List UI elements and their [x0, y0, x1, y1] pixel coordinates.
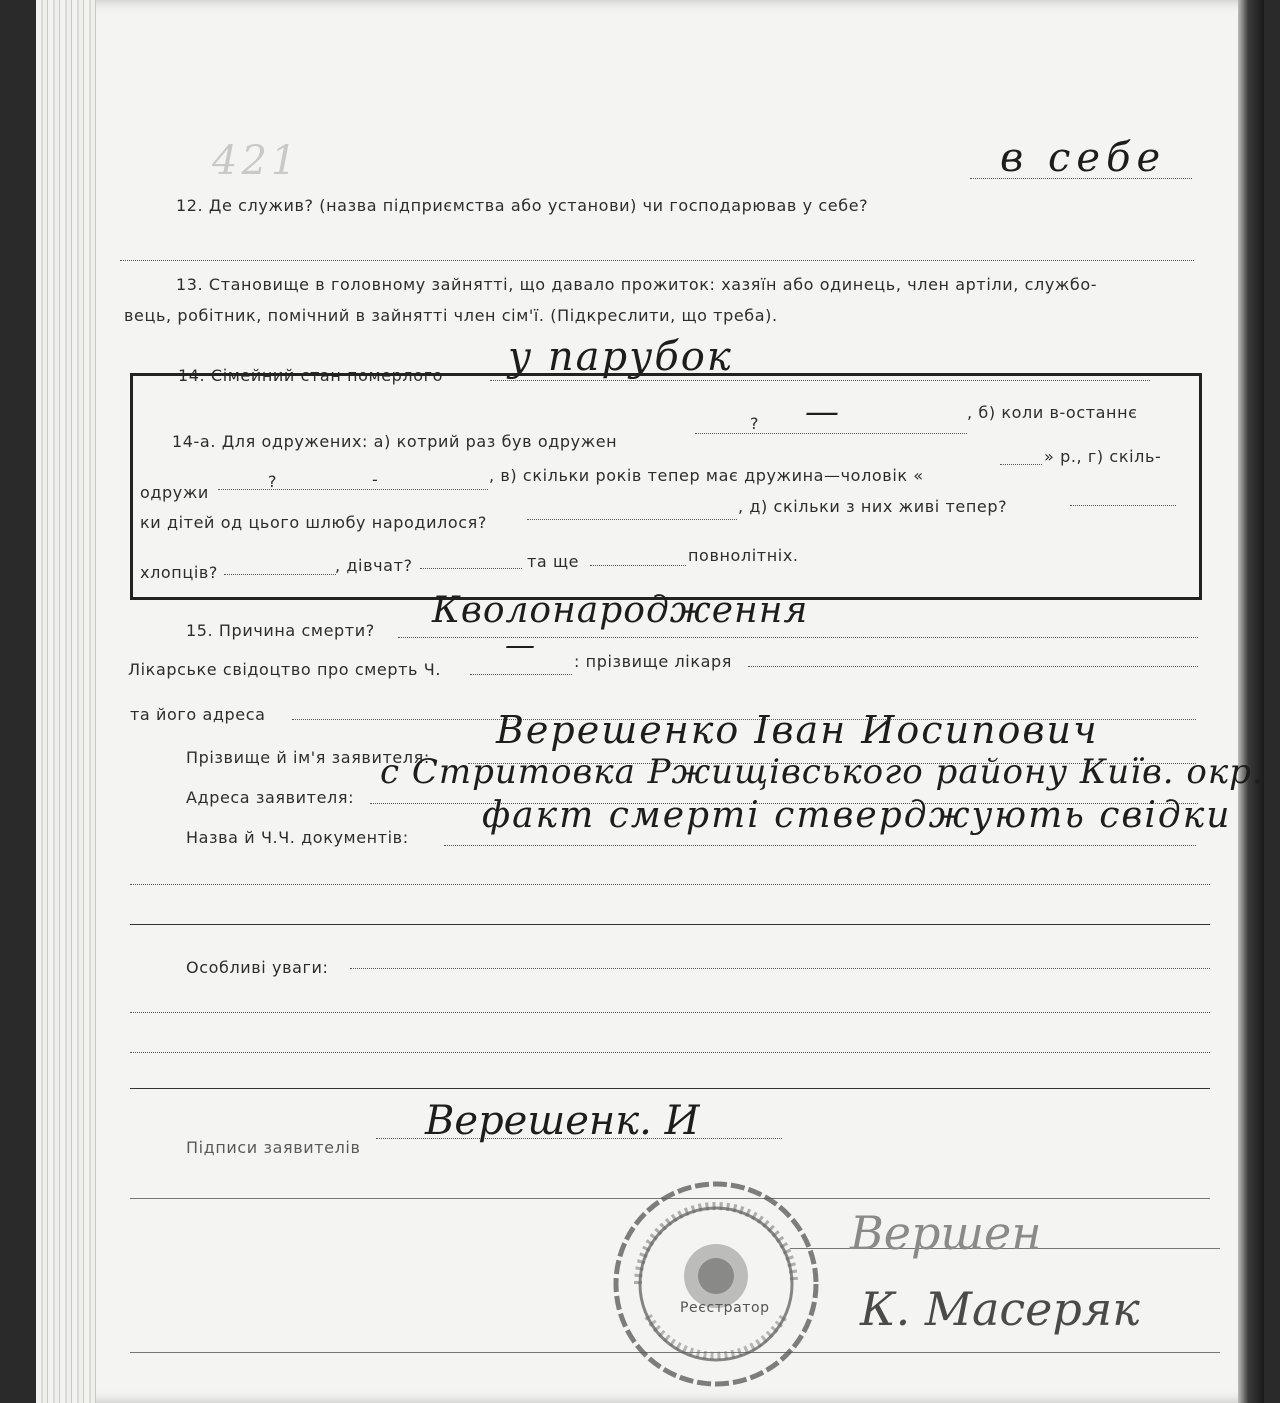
q14-label: 14. Сімейний стан померлого — [178, 366, 444, 385]
q14a-girls-line — [420, 568, 522, 569]
q14a-last-marriage-line — [218, 489, 488, 490]
certificate-number-line — [470, 674, 572, 675]
stamp-center-text: Реєстратор — [680, 1300, 770, 1316]
documents-extra-line-1 — [130, 884, 1210, 885]
q14a-mark-b: ? — [268, 472, 278, 491]
applicant-name-answer: Верешенко Іван Иосипович — [496, 708, 1099, 752]
official-signature-2: К. Масеряк — [860, 1282, 1140, 1336]
q14a-line4a: хлопців? — [140, 563, 219, 582]
documents-answer: факт смерті стверджують свідки — [482, 795, 1232, 836]
doctor-label: : прізвище лікаря — [574, 652, 732, 671]
q14-answer: у парубок — [508, 334, 733, 380]
signature-label: Підписи заявителів — [186, 1138, 361, 1157]
q13-line1: 13. Становище в головному зайнятті, що давало прожиток: хазяїн або одинець, член артіли, службо- — [176, 275, 1098, 294]
q14a-dash-a: — — [805, 392, 841, 432]
notes-line-1 — [350, 968, 1210, 969]
notes-label: Особливі уваги: — [186, 958, 329, 977]
q14a-dash-b: - — [372, 470, 379, 489]
q12-extra-line — [120, 260, 1194, 261]
official-signature-1: Вершен — [850, 1206, 1042, 1260]
q14a-adult-line — [590, 565, 686, 566]
q14a-line2c: » р., г) скіль- — [1044, 447, 1162, 466]
q14a-line3a: ки дітей од цього шлюбу народилося? — [140, 513, 487, 532]
q14a-line2b: , в) скільки років тепер має дружина—чоловік « — [489, 466, 924, 485]
q14a-mark-a: ? — [750, 414, 760, 433]
doctor-name-line — [748, 666, 1198, 667]
q14a-line1a: 14-а. Для одружених: а) котрий раз був одружен — [172, 432, 618, 451]
q15-answer: Кволонародження — [432, 590, 809, 631]
q14a-line4b: , дівчат? — [335, 556, 413, 575]
q14a-line1b: , б) коли в-останнє — [967, 403, 1138, 422]
applicant-address-label: Адреса заявителя: — [186, 788, 355, 807]
q13-line2: вець, робітник, помічний в зайнятті член сім'ї. (Підкреслити, що треба). — [124, 306, 778, 325]
q14a-marriage-count-line — [695, 433, 967, 434]
q14a-spouse-age-line — [1000, 464, 1042, 465]
q12-answer: в себе — [1000, 135, 1167, 181]
q14a-boys-line — [224, 574, 336, 575]
q14a-line3b: , д) скільки з них живі тепер? — [738, 497, 1008, 516]
notes-divider — [130, 1088, 1210, 1089]
notes-line-3 — [130, 1052, 1210, 1053]
section-divider — [130, 924, 1210, 925]
q14a-line4d: повнолітніх. — [688, 546, 799, 565]
q12-label: 12. Де служив? (назва підприємства або установи) чи господарював у себе? — [176, 196, 869, 215]
notes-line-2 — [130, 1012, 1210, 1013]
q14a-line2a: одружи — [140, 483, 209, 502]
page-mark: 421 — [212, 138, 301, 184]
official-stamp — [608, 1176, 824, 1392]
doctor-address-label: та його адреса — [130, 705, 266, 724]
certificate-answer: — — [505, 628, 537, 663]
q14a-line4c: та ще — [527, 552, 580, 571]
applicant-address-answer: с Стритовка Ржищівського району Київ. окр. — [380, 752, 1264, 792]
q14a-children-born-line — [527, 519, 737, 520]
q14a-children-alive-line — [1070, 505, 1176, 506]
page-binding — [36, 0, 96, 1403]
q15-label: 15. Причина смерти? — [186, 621, 375, 640]
signature-answer: Верешенк. И — [425, 1098, 700, 1144]
page-edge-shadow — [1238, 0, 1264, 1403]
certificate-label: Лікарське свідоцтво про смерть Ч. — [128, 660, 442, 679]
documents-line — [444, 845, 1196, 846]
documents-label: Назва й Ч.Ч. документів: — [186, 828, 409, 847]
applicant-name-label: Прізвище й ім'я заявителя: — [186, 748, 430, 767]
